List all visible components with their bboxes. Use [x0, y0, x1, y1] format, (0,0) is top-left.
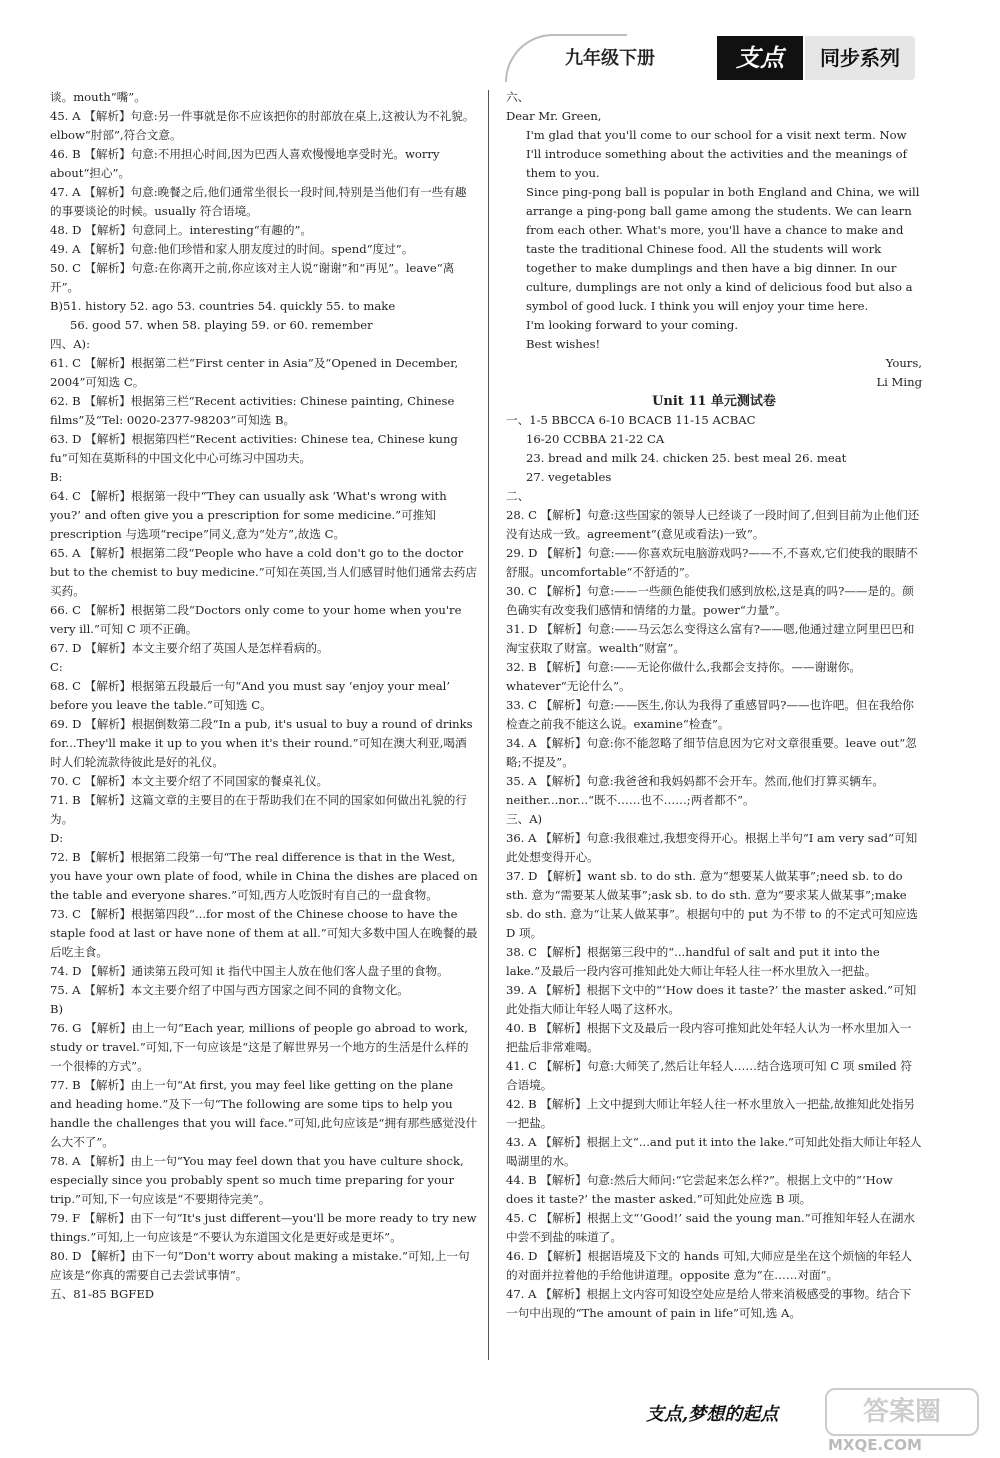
answer-line: 45. C 【解析】根据上文“‘Good!’ said the young man.”可推知年轻人在湖水中尝不到盐的味道了。 [506, 1211, 915, 1244]
answer-line: 49. A 【解析】句意:他们珍惜和家人朋友度过的时间。spend“度过”。 [50, 242, 414, 256]
answer-line: 30. C 【解析】句意:——一些颜色能使我们感到放松,这是真的吗?——是的。颜色确实有改变我们感情和情绪的力量。power“力量”。 [506, 584, 914, 617]
watermark-url: MXQE.COM [828, 1436, 922, 1454]
section-label: 六、 [506, 90, 530, 104]
answer-line: 32. B 【解析】句意:——无论你做什么,我都会支持你。——谢谢你。whatever“无论什么”。 [506, 660, 861, 693]
answer-line: 36. A 【解析】句意:我很难过,我想变得开心。根据上半句“I am very sad”可知此处想变得开心。 [506, 831, 918, 864]
answer-line: 44. B 【解析】句意:然后大师问:“它尝起来怎么样?”。根据上文中的“‘How does it taste?’ the master asked.”可知此处应选 B 项。 [506, 1173, 893, 1206]
answer-line: 46. D 【解析】根据语境及下文的 hands 可知,大师应是坐在这个烦恼的年轻人的对面并拉着他的手给他讲道理。opposite 意为“在……对面”。 [506, 1249, 913, 1282]
answer-line: 47. A 【解析】根据上文内容可知设空处应是给人带来消极感受的事物。结合下一句中出现的“The amount of pain in life”可知,选 A。 [506, 1287, 912, 1320]
answer-line: 80. D 【解析】由下一句“Don't worry about making a mistake.”可知,上一句应该是“你真的需要自己去尝试事情”。 [50, 1249, 470, 1282]
answer-line: 77. B 【解析】由上一句“At first, you may feel like getting on the plane and heading home.”及下一句“The following are some tips to help you handle the challenges that you will face.”可知,此句应该是“拥有那些感觉没什么大不了”。 [50, 1078, 478, 1149]
page-header [505, 28, 975, 86]
section-label: 四、A): [50, 337, 90, 351]
letter-paragraph: I'm glad that you'll come to our school for a visit next term. Now I'll introduce something about the activities and the meanings of them to you. [526, 128, 907, 180]
answer-line: 23. bread and milk 24. chicken 25. best meal 26. meat [526, 451, 847, 465]
section-label: B) [50, 1002, 64, 1016]
answer-line: 74. D 【解析】通读第五段可知 it 指代中国主人放在他们客人盘子里的食物。 [50, 964, 449, 978]
answer-line: 47. A 【解析】句意:晚餐之后,他们通常坐很长一段时间,特别是当他们有一些有趣的事要谈论的时候。usually 符合语境。 [50, 185, 467, 218]
answer-line: B)51. history 52. ago 53. countries 54. quickly 55. to make [50, 299, 396, 313]
answer-line: 38. C 【解析】根据第三段中的“...handful of salt and put it into the lake.”及最后一段内容可推知此处大师让年轻人往一杯水里放入一把盐。 [506, 945, 880, 978]
answer-line: 78. A 【解析】由上一句“You may feel down that you have culture shock, especially since you probably spent so much time preparing for your trip.”可知,下一句应该是“不要期待完美”。 [50, 1154, 464, 1206]
answer-line: 69. D 【解析】根据倒数第二段“In a pub, it's usual to buy a round of drinks for...They'll make it up to you when it's their round.”可知在澳大利亚,喝酒时人们轮流款待彼此是好的礼仪。 [50, 717, 473, 769]
answer-line: 75. A 【解析】本文主要介绍了中国与西方国家之间不同的食物文化。 [50, 983, 409, 997]
letter-paragraph: I'm looking forward to your coming. [526, 318, 739, 332]
column-divider [488, 90, 489, 1360]
section-label: B: [50, 470, 63, 484]
letter-paragraph: Since ping-pong ball is popular in both England and China, we will arrange a ping-pong ball game among the students. We can learn from each other. What's more, you'll have a chance to make and taste the traditional Chinese food. All the students will work together to make dumplings and then have a big dinner. In our culture, dumplings are not only a kind of delicious food but also a symbol of good luck. I think you will enjoy your time here. [526, 185, 920, 313]
answer-line: 谈。mouth“嘴”。 [50, 90, 146, 104]
answer-line: 62. B 【解析】根据第三栏“Recent activities: Chinese painting, Chinese films”及“Tel: 0020-2377-98203”可知选 B。 [50, 394, 455, 427]
answer-line: 42. B 【解析】上文中提到大师让年轻人往一杯水里放入一把盐,故推知此处指另一把盐。 [506, 1097, 916, 1130]
answer-line: 41. C 【解析】句意:大师笑了,然后让年轻人……结合选项可知 C 项 smiled 符合语境。 [506, 1059, 912, 1092]
answer-line: 五、81-85 BGFED [50, 1287, 155, 1301]
answer-line: 76. G 【解析】由上一句“Each year, millions of people go abroad to work, study or travel.”可知,下一句应该是“这是了解世界另一个地方的生活是什么样的一个很棒的方式”。 [50, 1021, 469, 1073]
answer-line: 68. C 【解析】根据第五段最后一句“And you must say ‘enjoy your meal’ before you leave the table.”可知选 C。 [50, 679, 451, 712]
letter-signature: Li Ming [876, 375, 922, 389]
watermark-logo: 答案圈 [825, 1388, 979, 1436]
letter-closing: Yours, [885, 356, 922, 370]
section-label: D: [50, 831, 64, 845]
answer-line: 一、1-5 BBCCA 6-10 BCACB 11-15 ACBAC [506, 413, 756, 427]
answer-line: 40. B 【解析】根据下文及最后一段内容可推知此处年轻人认为一杯水里加入一把盐后非常难喝。 [506, 1021, 912, 1054]
answer-line: 70. C 【解析】本文主要介绍了不同国家的餐桌礼仪。 [50, 774, 329, 788]
answer-line: 37. D 【解析】want sb. to do sth. 意为“想要某人做某事”;need sb. to do sth. 意为“需要某人做某事”;ask sb. to do sth. 意为“要求某人做某事”;make sb. do sth. 意为“让某人做某事”。根据句中的 put 为不带 to 的不定式可知应选 D 项。 [506, 869, 918, 940]
answer-line: 35. A 【解析】句意:我爸爸和我妈妈都不会开车。然而,他们打算买辆车。neither...nor...“既不……也不……;两者都不”。 [506, 774, 884, 807]
right-column [506, 88, 922, 1323]
answer-line: 45. A 【解析】句意:另一件事就是你不应该把你的肘部放在桌上,这被认为不礼貌。elbow“肘部”,符合文意。 [50, 109, 475, 142]
answer-line: 48. D 【解析】句意同上。interesting“有趣的”。 [50, 223, 312, 237]
answer-line: 63. D 【解析】根据第四栏“Recent activities: Chinese tea, Chinese kung fu”可知在莫斯科的中国文化中心可练习中国功夫。 [50, 432, 458, 465]
section-label: C: [50, 660, 63, 674]
series-label: 同步系列 [805, 36, 915, 80]
letter-paragraph: Best wishes! [526, 337, 601, 351]
answer-line: 31. D 【解析】句意:——马云怎么变得这么富有?——嗯,他通过建立阿里巴巴和淘宝获取了财富。wealth“财富”。 [506, 622, 915, 655]
answer-line: 28. C 【解析】句意:这些国家的领导人已经谈了一段时间了,但到目前为止他们还没有达成一致。agreement“(意见或看法)一致”。 [506, 508, 920, 541]
answer-line: 73. C 【解析】根据第四段“...for most of the Chinese choose to have the staple food at last or have none of them at all.”可知大多数中国人在晚餐的最后吃主食。 [50, 907, 478, 959]
left-column [50, 88, 478, 1304]
answer-line: 71. B 【解析】这篇文章的主要目的在于帮助我们在不同的国家如何做出礼貌的行为。 [50, 793, 467, 826]
answer-line: 27. vegetables [526, 470, 612, 484]
answer-line: 72. B 【解析】根据第二段第一句“The real difference is that in the West, you have your own plate of food, while in China the dishes are placed on the table and everyone shares.”可知,西方人吃饭时有自己的一盘食物。 [50, 850, 478, 902]
answer-line: 79. F 【解析】由下一句“It's just different—you'll be more ready to try new things.”可知,上一句应该是“不要认为东道国文化是更好或是更坏”。 [50, 1211, 477, 1244]
answer-line: 39. A 【解析】根据下文中的“‘How does it taste?’ the master asked.”可知此处指大师让年轻人喝了这杯水。 [506, 983, 917, 1016]
answer-line: 29. D 【解析】句意:——你喜欢玩电脑游戏吗?——不,不喜欢,它们使我的眼睛不舒服。uncomfortable“不舒适的”。 [506, 546, 919, 579]
section-label: 二、 [506, 489, 530, 503]
answer-line: 67. D 【解析】本文主要介绍了英国人是怎样看病的。 [50, 641, 329, 655]
answer-line: 50. C 【解析】句意:在你离开之前,你应该对主人说“谢谢”和“再见”。leave“离开”。 [50, 261, 455, 294]
answer-line: 64. C 【解析】根据第一段中“They can usually ask ‘What's wrong with you?’ and often give you a prescription for some medicine.”可推知 prescription 与选项“recipe”同义,意为“处方”,故选 C。 [50, 489, 447, 541]
section-label: 三、A) [506, 812, 543, 826]
answer-line: 56. good 57. when 58. playing 59. or 60. remember [70, 318, 373, 332]
letter-salutation: Dear Mr. Green, [506, 109, 602, 123]
answer-line: 43. A 【解析】根据上文“...and put it into the lake.”可知此处指大师让年轻人喝湖里的水。 [506, 1135, 922, 1168]
answer-line: 65. A 【解析】根据第二段“People who have a cold don't go to the doctor but to the chemist to buy medicine.”可知在英国,当人们感冒时他们通常去药店买药。 [50, 546, 477, 598]
answer-line: 16-20 CCBBA 21-22 CA [526, 432, 665, 446]
answer-line: 61. C 【解析】根据第二栏“First center in Asia”及“Opened in December, 2004”可知选 C。 [50, 356, 459, 389]
grade-label: 九年级下册 [565, 48, 655, 69]
brand-logo: 支点 [717, 36, 803, 80]
answer-line: 46. B 【解析】句意:不用担心时间,因为巴西人喜欢慢慢地享受时光。worry about“担心”。 [50, 147, 440, 180]
unit-title: Unit 11 单元测试卷 [652, 394, 776, 409]
answer-line: 66. C 【解析】根据第二段“Doctors only come to your home when you're very ill.”可知 C 项不正确。 [50, 603, 462, 636]
footer-slogan: 支点,梦想的起点 [646, 1404, 779, 1425]
answer-line: 33. C 【解析】句意:——医生,你认为我得了重感冒吗?——也许吧。但在我给你检查之前我不能这么说。examine“检查”。 [506, 698, 914, 731]
answer-line: 34. A 【解析】句意:你不能忽略了细节信息因为它对文章很重要。leave out“忽略;不提及”。 [506, 736, 917, 769]
